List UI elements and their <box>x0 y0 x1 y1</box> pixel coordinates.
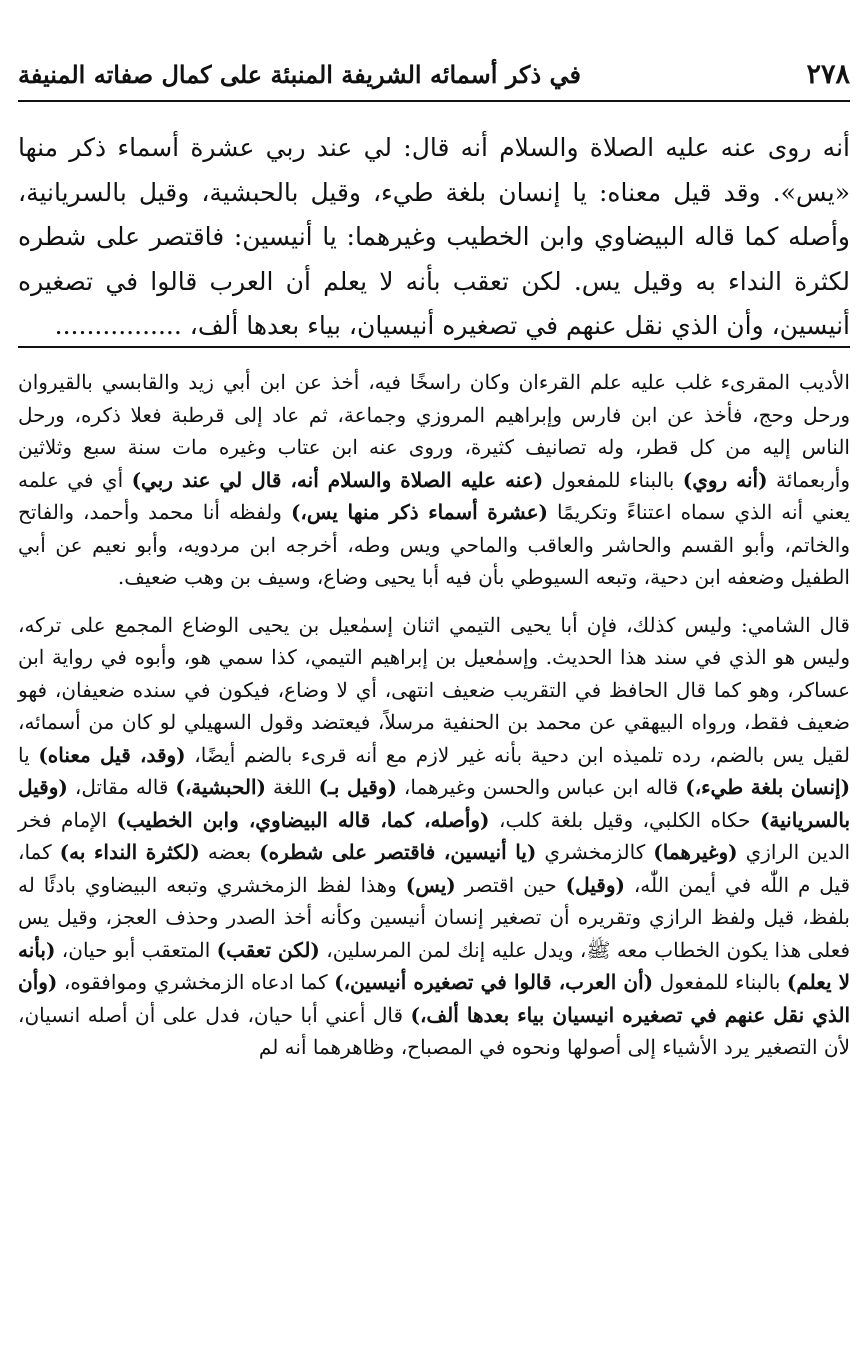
quoted-phrase: (يا أنيسين، فاقتصر على شطره) <box>259 840 537 864</box>
quoted-phrase: (بأنه لا يعلم) <box>18 937 851 994</box>
quoted-phrase: (وقيل بالسريانية) <box>18 775 851 832</box>
commentary-text: الأديب المقرىء غلب عليه علم القرءان وكان راسخًا فيه، أخذ عن ابن أبي زيد والقابسي بالقيروان ورحل وحج، فأخذ عن ابن فارس وإبراهيم المروزي وجماعة، ثم عاد إلى قرطبة فعلا ذكره، ورحل الناس إليه من كل قطر، وله تصانيف كثيرة، وروى عنه ابن عتاب وغيره مات سنة سبع وثلاثين وأربعمائة <box>18 370 851 492</box>
commentary-text: ولفظه أنا محمد وأحمد، والفاتح والخاتم، وأبو القسم والحاشر والعاقب والماحي ويس وطه، أخرجه ابن مردويه، وأبو نعيم عن أبي الطفيل وضعفه ابن دحية، وتبعه السيوطي بأن فيه أبا يحيى وضاع، وسيف بن وهب ضعيف. <box>18 500 850 589</box>
commentary-text: يا <box>18 742 30 767</box>
quoted-phrase: (إنسان بلغة طيء،) <box>685 775 851 799</box>
quoted-phrase: (أن العرب، قالوا في تصغيره أنيسين،) <box>334 970 654 994</box>
header-divider <box>18 100 850 102</box>
quoted-phrase: (عشرة أسماء ذكر منها يس،) <box>290 500 548 524</box>
commentary-text: وهذا لفظ الزمخشري وتبعه البيضاوي بادئًا له بلفظ، قيل ولفظ الرازي وتقريره أن تصغير إنسان أنيسين وكأنه أخذ الصدر وحذف العجز، وقيل يس فعلى هذا يكون الخطاب معه ﷺ، ويدل عليه إنك لمن المرسلين، <box>18 872 851 962</box>
commentary-text: قال الشامي: وليس كذلك، فإن أبا يحيى التيمي اثنان إسمٰعيل بن يحيى الوضاع المجمع على تركه، وليس هو الذي في سند هذا الحديث. وإسمٰعيل بن إبراهيم التيمي، كذا سمي هو، وأبوه في رواية ابن عساكر، وهو كما قال الحافظ في التقريب ضعيف انتهى، أي لا وضاع، فيكون في سنده ضعيفان، فهو ضعيف فقط، ورواه البيهقي عن محمد بن الحنفية مرسلاً، فيعتضد وقول السهيلي لو كان من أسمائه، لقيل يس بالضم، رده تلميذه ابن دحية بأنه غير لازم مع أنه قرىء بالضم أيضًا، <box>18 612 851 767</box>
commentary-text: حين اقتصر <box>464 872 557 897</box>
commentary-text: المتعقب أبو حيان، <box>61 937 211 962</box>
commentary-paragraph-1 <box>18 366 850 594</box>
section-divider <box>18 346 850 348</box>
quoted-phrase: (أنه روي) <box>682 467 768 492</box>
quoted-phrase: (عنه عليه الصلاة والسلام أنه، قال لي عند ربي) <box>131 467 544 492</box>
commentary-text: قاله ابن عباس والحسن وغيرهما، <box>403 775 679 799</box>
quoted-phrase: (وقيل) <box>565 872 625 897</box>
commentary-text: اللغة <box>272 775 312 799</box>
page-number: ٢٧٨ <box>806 58 850 90</box>
commentary-text: قال أعني أبا حيان، فدل على أن أصله انسيان، لأن التصغير يرد الأشياء إلى أصولها ونحوه في المصباح، وظاهرهما أنه لم <box>18 1002 850 1059</box>
quoted-phrase: (الحبشية،) <box>175 775 266 799</box>
commentary-text: كما، قيل م اللّٰه في أيمن اللّٰه، <box>18 840 851 897</box>
main-text-paragraph: أنه روى عنه عليه الصلاة والسلام أنه قال: لي عند ربي عشرة أسماء ذكر منها «يس». وقد قيل معناه: يا إنسان بلغة طيء، وقيل بالحبشية، وقيل بالسريانية، وأصله كما قاله البيضاوي وابن الخطيب وغيرهما: يا أنيسين: فاقتصر على شطره لكثرة النداء به وقيل يس. لكن تعقب بأنه لا يعلم أن العرب قالوا في تصغيره أنيسين، وأن الذي نقل عنهم في تصغيره أنيسيان، بياء بعدها ألف، ................ <box>18 133 850 340</box>
commentary-text: أي في علمه يعني أنه الذي سماه اعتناءً وتكريمًا <box>18 467 851 524</box>
quoted-phrase: (وغيرهما) <box>653 840 738 864</box>
commentary-text: بالبناء للمفعول <box>551 467 675 492</box>
page-header <box>18 54 850 94</box>
commentary-text: بعضه <box>207 840 252 864</box>
commentary-text: حكاه الكلبي، وقيل بلغة كلب، <box>498 807 751 832</box>
quoted-phrase: (وأصله، كما، قاله البيضاوي، وابن الخطيب) <box>116 807 490 832</box>
commentary-text: قاله مقاتل، <box>74 775 169 799</box>
quoted-phrase: (وأن الذي نقل عنهم في تصغيره انيسيان بياء بعدها ألف،) <box>18 970 851 1027</box>
commentary-text: كالزمخشري <box>544 840 646 864</box>
commentary-text: كما ادعاه الزمخشري وموافقوه، <box>63 970 328 994</box>
commentary-text: بالبناء للمفعول <box>659 970 781 994</box>
quoted-phrase: (لكثرة النداء به) <box>59 840 200 864</box>
quoted-phrase: (يس) <box>405 872 456 897</box>
commentary-text: الإمام فخر الدين الرازي <box>18 807 851 864</box>
commentary-block <box>18 366 850 1064</box>
quoted-phrase: (وقد، قيل معناه) <box>38 742 186 767</box>
running-title: في ذكر أسمائه الشريفة المنبئة على كمال صفاته المنيفة <box>18 59 582 89</box>
main-text-block <box>18 126 850 349</box>
quoted-phrase: (وقيل بـ) <box>318 775 397 799</box>
quoted-phrase: (لكن تعقب) <box>216 937 320 962</box>
commentary-paragraph-2 <box>18 609 850 1064</box>
